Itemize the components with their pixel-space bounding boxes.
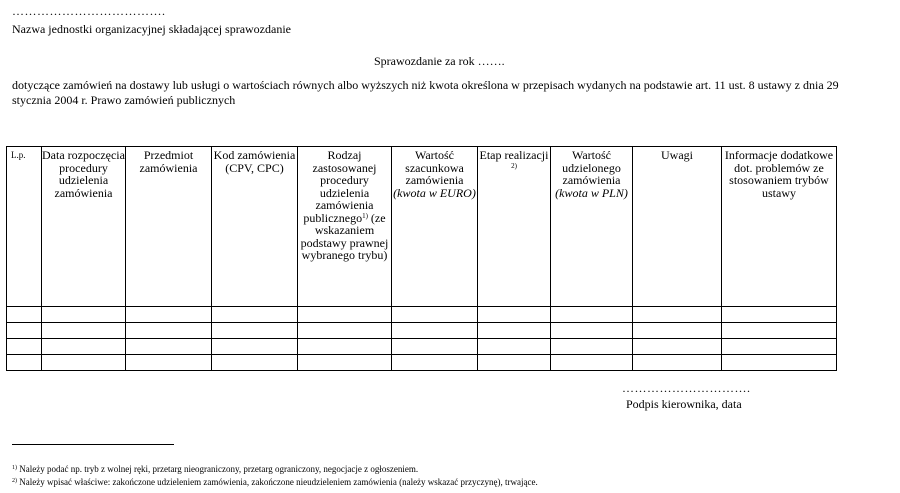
- report-description: dotyczące zamówień na dostawy lub usługi o wartościach równych albo wyższych niż kwota określona w przepisach wydanych na podstawie art. 11 ust. 8 ustawy z dnia 29 stycznia 2004 r. Prawo zamówień publicznych: [12, 78, 839, 107]
- unit-name-dots: ……………………………….: [12, 4, 166, 18]
- footnote-1: [12, 464, 418, 474]
- table-cell[interactable]: [392, 323, 478, 339]
- table-cell[interactable]: [722, 323, 837, 339]
- footnote-2-marker: 2): [12, 478, 17, 484]
- table-cell[interactable]: [42, 355, 126, 371]
- footnote-1-text: Należy podać np. tryb z wolnej ręki, przetarg nieograniczony, przetarg ograniczony, negocjacje z ogłoszeniem.: [19, 464, 419, 474]
- table-cell[interactable]: [478, 307, 551, 323]
- table-cell[interactable]: [126, 323, 212, 339]
- header-wartosc-udz-unit: (kwota w PLN): [555, 185, 628, 200]
- table-cell[interactable]: [7, 355, 42, 371]
- table-row: [7, 355, 837, 371]
- header-rodzaj-rest: (ze wskazaniem podstawy prawnej wybranego trybu): [300, 210, 389, 262]
- table-header-row: [7, 147, 837, 307]
- table-cell[interactable]: [478, 323, 551, 339]
- table-cell[interactable]: [42, 323, 126, 339]
- header-rodzaj-procedury: [298, 147, 392, 307]
- header-przedmiot: [126, 147, 212, 307]
- report-title: Sprawozdanie za rok …….: [374, 54, 505, 68]
- table-cell[interactable]: [551, 323, 633, 339]
- footnote-ref-1: 1): [362, 211, 368, 220]
- table-row: [7, 307, 837, 323]
- header-wartosc-udzielonego: [551, 147, 633, 307]
- header-przedmiot-text: Przedmiot zamówienia: [139, 148, 198, 175]
- header-uwagi-text: Uwagi: [661, 148, 693, 162]
- header-rodzaj-text: Rodzaj zastosowanej procedury udzielenia zamówienia publicznego: [303, 148, 377, 225]
- footnote-ref-2: 2): [511, 161, 517, 170]
- table-cell[interactable]: [212, 323, 298, 339]
- table-cell[interactable]: [633, 355, 722, 371]
- header-wartosc-szac-text: Wartość szacunkowa zamówienia: [405, 148, 464, 187]
- table-cell[interactable]: [126, 339, 212, 355]
- header-data-text: Data rozpoczęcia procedury udzielenia zamówienia: [42, 148, 125, 200]
- table-cell[interactable]: [478, 339, 551, 355]
- footnote-divider: [12, 444, 174, 445]
- table-cell[interactable]: [126, 307, 212, 323]
- table-row: [7, 323, 837, 339]
- table-cell[interactable]: [42, 339, 126, 355]
- table-cell[interactable]: [212, 339, 298, 355]
- signature-label: Podpis kierownika, data: [626, 397, 742, 411]
- table-cell[interactable]: [722, 339, 837, 355]
- header-lp: [7, 147, 42, 307]
- table-cell[interactable]: [212, 307, 298, 323]
- signature-dots: ………………………….: [622, 381, 751, 395]
- table-cell[interactable]: [392, 355, 478, 371]
- footnote-2-text: Należy wpisać właściwe: zakończone udzieleniem zamówienia, zakończone nieudzieleniem zamówienia (należy wskazać przyczynę), trwające.: [19, 477, 538, 487]
- header-informacje-text: Informacje dodatkowe dot. problemów ze stosowaniem trybów ustawy: [724, 148, 834, 200]
- table-cell[interactable]: [633, 323, 722, 339]
- header-lp-text: L.p.: [11, 150, 26, 160]
- table-cell[interactable]: [298, 323, 392, 339]
- table-cell[interactable]: [551, 355, 633, 371]
- table-cell[interactable]: [633, 339, 722, 355]
- table-row: [7, 339, 837, 355]
- header-kod-text: Kod zamówienia (CPV, CPC): [213, 148, 296, 175]
- table-cell[interactable]: [392, 339, 478, 355]
- table-cell[interactable]: [298, 307, 392, 323]
- table-cell[interactable]: [392, 307, 478, 323]
- header-data-rozpoczecia: [42, 147, 126, 307]
- table-cell[interactable]: [7, 339, 42, 355]
- table-cell[interactable]: [551, 307, 633, 323]
- header-etap-text: Etap realizacji: [479, 148, 549, 162]
- footnote-1-marker: 1): [12, 465, 17, 471]
- footnote-2: [12, 477, 538, 487]
- table-cell[interactable]: [7, 323, 42, 339]
- table-cell[interactable]: [722, 355, 837, 371]
- table-cell[interactable]: [212, 355, 298, 371]
- table-cell[interactable]: [298, 339, 392, 355]
- header-wartosc-udz-text: Wartość udzielonego zamówienia: [562, 148, 621, 187]
- header-etap-realizacji: [478, 147, 551, 307]
- table-cell[interactable]: [298, 355, 392, 371]
- procurement-table: [6, 146, 837, 371]
- table-cell[interactable]: [126, 355, 212, 371]
- header-wartosc-szac-unit: (kwota w EURO): [393, 185, 476, 200]
- header-uwagi: [633, 147, 722, 307]
- header-kod: [212, 147, 298, 307]
- table-cell[interactable]: [42, 307, 126, 323]
- table-cell[interactable]: [7, 307, 42, 323]
- header-wartosc-szacunkowa: [392, 147, 478, 307]
- unit-name-label: Nazwa jednostki organizacyjnej składającej sprawozdanie: [12, 22, 291, 36]
- header-informacje-dodatkowe: [722, 147, 837, 307]
- table-cell[interactable]: [633, 307, 722, 323]
- table-cell[interactable]: [551, 339, 633, 355]
- table-cell[interactable]: [478, 355, 551, 371]
- table-cell[interactable]: [722, 307, 837, 323]
